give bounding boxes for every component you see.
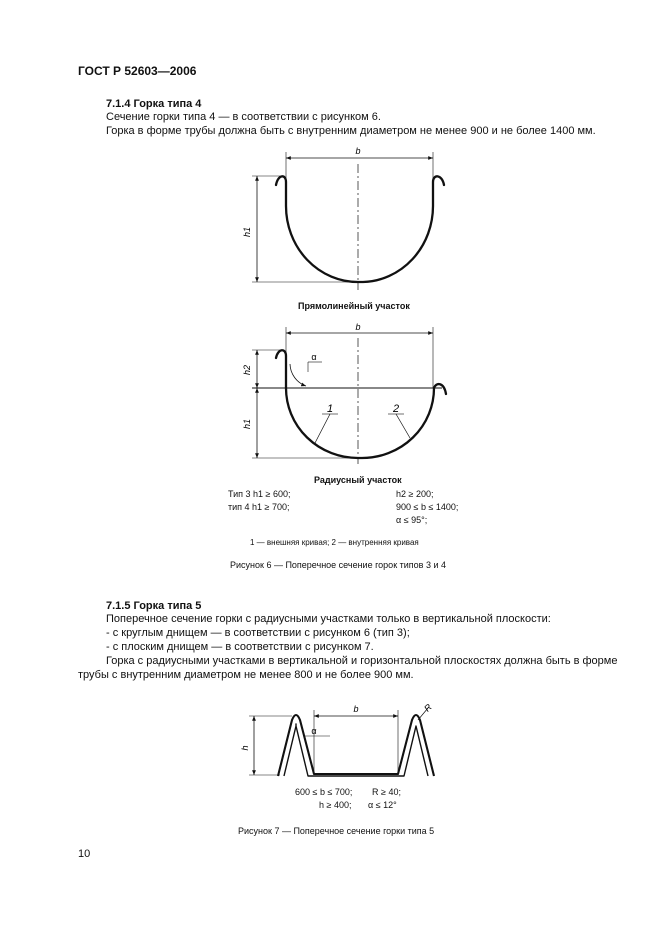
- curve-label-1: 1: [326, 403, 334, 415]
- dim-h1-label: h1: [242, 226, 252, 238]
- dim-b-label: b: [355, 146, 361, 156]
- fig7-condition-alpha: α ≤ 12°: [368, 800, 397, 810]
- condition-type3: Тип 3 h1 ≥ 600;: [228, 489, 291, 499]
- profile-curve: [276, 176, 444, 282]
- section-7-1-4-para-1: Сечение горки типа 4 — в соответствии с рисунком 6.: [106, 111, 381, 123]
- figure-6-radius-section: [230, 318, 470, 478]
- profile-curve: [278, 715, 434, 776]
- section-7-1-5-title: 7.1.5 Горка типа 5: [106, 600, 202, 612]
- profile-curve: [276, 350, 446, 458]
- alpha-label: α: [311, 352, 317, 362]
- figure-6-legend: 1 — внешняя кривая; 2 — внутренняя кривая: [250, 538, 419, 547]
- alpha-label: α: [311, 726, 317, 736]
- section-7-1-5-para-1: Поперечное сечение горки с радиусными участками только в вертикальной плоскости:: [106, 613, 551, 625]
- fig7-condition-R: R ≥ 40;: [372, 787, 401, 797]
- dim-b-label: b: [355, 322, 361, 332]
- condition-h2: h2 ≥ 200;: [396, 489, 434, 499]
- condition-b: 900 ≤ b ≤ 1400;: [396, 502, 459, 512]
- figure-7-section: [240, 696, 450, 788]
- fig7-condition-h: h ≥ 400;: [319, 800, 352, 810]
- document-header: ГОСТ Р 52603—2006: [78, 64, 197, 78]
- figure-7-caption: Рисунок 7 — Поперечное сечение горки типа 5: [238, 826, 435, 836]
- page-number: 10: [78, 848, 91, 860]
- dim-h1-label: h1: [242, 418, 252, 430]
- condition-type4: тип 4 h1 ≥ 700;: [228, 502, 290, 512]
- figure-6-top-caption: Прямолинейный участок: [298, 301, 410, 311]
- figure-6-bottom-caption: Радиусный участок: [314, 475, 402, 485]
- dim-h-label: h: [240, 745, 250, 751]
- figure-6-caption: Рисунок 6 — Поперечное сечение горок типов 3 и 4: [230, 560, 446, 570]
- curve-label-2: 2: [392, 403, 400, 415]
- dim-h2-label: h2: [242, 364, 252, 376]
- section-7-1-5-para-2a: Горка с радиусными участками в вертикальной и горизонтальной плоскостях должна быть в форме: [106, 655, 618, 667]
- section-7-1-5-para-2b: трубы с внутренним диаметром не менее 800 и не более 900 мм.: [78, 669, 414, 681]
- condition-alpha: α ≤ 95°;: [396, 515, 428, 525]
- dim-R-label: R: [422, 702, 434, 714]
- fig7-condition-b: 600 ≤ b ≤ 700;: [295, 787, 353, 797]
- figure-6-straight-section: [230, 140, 470, 310]
- profile-inner-curve: [284, 724, 428, 776]
- section-7-1-4-title: 7.1.4 Горка типа 4: [106, 98, 202, 110]
- section-7-1-5-item-2: - с плоским днищем — в соответствии с рисунком 7.: [106, 641, 374, 653]
- dim-b-label: b: [353, 704, 359, 714]
- section-7-1-4-para-2: Горка в форме трубы должна быть с внутренним диаметром не менее 900 и не более 1400 мм.: [106, 125, 596, 137]
- section-7-1-5-item-1: - с круглым днищем — в соответствии с рисунком 6 (тип 3);: [106, 627, 410, 639]
